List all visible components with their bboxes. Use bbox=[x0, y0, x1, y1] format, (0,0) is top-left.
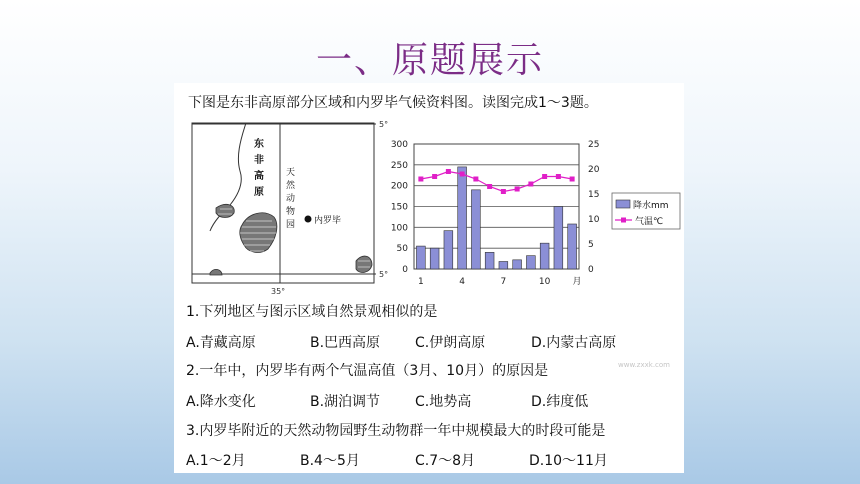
precipitation-bar bbox=[540, 243, 549, 269]
y-right-tick: 0 bbox=[588, 265, 594, 275]
question-card bbox=[174, 83, 684, 473]
question-stem: 下图是东非高原部分区域和内罗毕气候资料图。读图完成1～3题。 bbox=[188, 95, 598, 111]
x-tick: 7 bbox=[500, 277, 507, 287]
temperature-point bbox=[515, 187, 520, 192]
y-axis-left bbox=[391, 140, 408, 275]
park-char-1: 天 bbox=[286, 168, 296, 178]
y-left-tick: 250 bbox=[390, 160, 408, 171]
x-axis bbox=[418, 276, 582, 287]
y-right-tick: 20 bbox=[588, 165, 600, 175]
precipitation-bar bbox=[485, 252, 494, 269]
q2-option-b[interactable]: B.湖泊调节 bbox=[310, 394, 381, 410]
q2-option-c[interactable]: C.地势高 bbox=[415, 394, 472, 410]
q3-option-a[interactable]: A.1～2月 bbox=[186, 453, 246, 469]
q3-option-c[interactable]: C.7～8月 bbox=[415, 453, 476, 469]
temperature-point bbox=[556, 174, 561, 179]
precipitation-bar bbox=[430, 248, 439, 269]
park-char-2: 然 bbox=[286, 181, 296, 191]
precipitation-bar bbox=[513, 260, 522, 269]
q1-option-b[interactable]: B.巴西高原 bbox=[310, 335, 381, 351]
q3-option-b[interactable]: B.4～5月 bbox=[300, 453, 360, 469]
lake-small bbox=[216, 204, 234, 217]
precipitation-bar bbox=[526, 256, 535, 269]
map-lat-bottom: 5° bbox=[379, 270, 389, 279]
q3-option-d[interactable]: D.10～11月 bbox=[529, 453, 608, 469]
temperature-point bbox=[542, 174, 547, 179]
x-unit-label: 月 bbox=[572, 277, 582, 287]
map bbox=[192, 120, 388, 296]
q1-option-d[interactable]: D.内蒙古高原 bbox=[531, 335, 617, 351]
q1-option-a[interactable]: A.青藏高原 bbox=[186, 335, 256, 351]
temperature-point bbox=[570, 177, 575, 182]
legend-bar-swatch bbox=[616, 200, 630, 208]
legend-line-label: 气温℃ bbox=[635, 217, 664, 227]
temperature-point bbox=[528, 182, 533, 187]
y-left-tick: 50 bbox=[396, 244, 408, 255]
slide-title: 一、原题展示 bbox=[315, 40, 544, 81]
temperature-point bbox=[418, 177, 423, 182]
nairobi-dot bbox=[305, 216, 312, 223]
temperature-point bbox=[432, 174, 437, 179]
plateau-char-3: 高 bbox=[254, 171, 264, 182]
temperature-point bbox=[501, 189, 506, 194]
x-tick: 4 bbox=[459, 277, 465, 287]
nairobi-label: 内罗毕 bbox=[314, 216, 342, 226]
park-char-5: 园 bbox=[286, 220, 296, 230]
climate-chart bbox=[391, 140, 680, 287]
question-3-text: 3.内罗毕附近的天然动物园野生动物群一年中规模最大的时段可能是 bbox=[186, 423, 606, 439]
legend-line-marker bbox=[621, 218, 626, 223]
map-lon: 35° bbox=[271, 287, 286, 296]
precipitation-bar bbox=[471, 190, 480, 269]
plateau-char-4: 原 bbox=[254, 187, 264, 198]
plateau-char-1: 东 bbox=[254, 139, 264, 150]
park-char-4: 物 bbox=[286, 207, 296, 217]
x-tick: 10 bbox=[538, 277, 551, 287]
y-right-tick: 10 bbox=[588, 215, 600, 225]
y-right-tick: 5 bbox=[588, 240, 594, 250]
precipitation-bar bbox=[416, 246, 425, 269]
precipitation-bar bbox=[568, 224, 577, 269]
y-left-tick: 0 bbox=[402, 265, 408, 275]
temperature-point bbox=[487, 184, 492, 189]
lake-bottom-right bbox=[356, 256, 372, 272]
precipitation-bar bbox=[499, 262, 508, 270]
plateau-char-2: 非 bbox=[254, 155, 264, 166]
question-2-text: 2.一年中，内罗毕有两个气温高值（3月、10月）的原因是 bbox=[186, 363, 549, 379]
park-label bbox=[286, 167, 296, 230]
map-frame bbox=[192, 123, 374, 283]
precipitation-bar bbox=[554, 207, 563, 270]
temperature-point bbox=[446, 169, 451, 174]
y-axis-right bbox=[588, 140, 600, 275]
y-left-tick: 300 bbox=[390, 140, 408, 150]
y-right-tick: 25 bbox=[588, 140, 600, 150]
q1-option-c[interactable]: C.伊朗高原 bbox=[415, 335, 486, 351]
y-right-tick: 15 bbox=[588, 190, 600, 200]
precipitation-bar bbox=[444, 231, 453, 269]
legend bbox=[612, 193, 680, 229]
watermark: www.zxxk.com bbox=[618, 361, 670, 369]
map-lat-top: 5° bbox=[379, 120, 389, 129]
y-left-tick: 100 bbox=[390, 223, 408, 234]
temperature-point bbox=[460, 172, 465, 177]
question-1-text: 1.下列地区与图示区域自然景观相似的是 bbox=[186, 304, 438, 320]
legend-bar-label: 降水mm bbox=[633, 201, 669, 211]
temperature-point bbox=[473, 177, 478, 182]
q2-option-a[interactable]: A.降水变化 bbox=[186, 394, 256, 410]
park-char-3: 动 bbox=[286, 194, 296, 204]
y-left-tick: 200 bbox=[390, 181, 408, 192]
y-left-tick: 150 bbox=[390, 202, 408, 213]
x-tick: 1 bbox=[418, 277, 424, 287]
precipitation-bar bbox=[458, 167, 467, 269]
q2-option-d[interactable]: D.纬度低 bbox=[531, 394, 589, 410]
